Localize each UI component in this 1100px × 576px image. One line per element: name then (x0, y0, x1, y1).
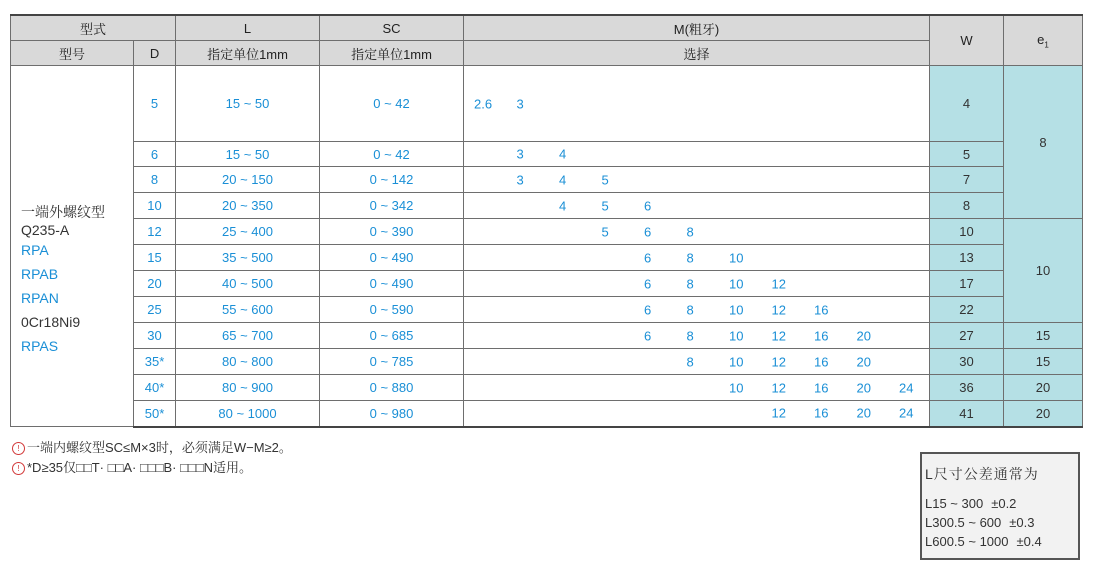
m-option: 5 (601, 224, 609, 239)
m-option: 5 (601, 172, 609, 187)
d-cell: 25 (134, 297, 176, 323)
m-select-cell (464, 271, 930, 297)
m-option: 12 (771, 380, 786, 395)
sc-cell: 0 ~ 980 (320, 401, 464, 427)
warning-icon: ! (12, 442, 25, 455)
l-cell: 15 ~ 50 (176, 66, 320, 142)
w-cell: 5 (930, 142, 1004, 167)
m-option: 4 (559, 198, 567, 213)
m-option: 8 (686, 354, 694, 369)
stainless-material: 0Cr18Ni9 (21, 314, 81, 330)
table-row (11, 401, 1083, 427)
m-select-cell (464, 219, 930, 245)
d-cell: 12 (134, 219, 176, 245)
table-row (11, 142, 1083, 167)
m-option: 16 (814, 380, 829, 395)
w-cell: 17 (930, 271, 1004, 297)
table-row (11, 245, 1083, 271)
sc-cell: 0 ~ 490 (320, 271, 464, 297)
m-option: 6 (644, 328, 652, 343)
tolerance-row (922, 513, 1078, 532)
header-row-2 (11, 41, 1083, 66)
table-header (11, 15, 1083, 66)
m-select-cell (464, 245, 930, 271)
w-cell: 10 (930, 219, 1004, 245)
m-option: 2.6 (474, 96, 493, 111)
e1-cell: 10 (1004, 219, 1083, 323)
sc-cell: 0 ~ 142 (320, 167, 464, 193)
model-rpan: RPAN (21, 290, 59, 306)
m-option: 8 (686, 250, 694, 265)
l-cell: 55 ~ 600 (176, 297, 320, 323)
m-option: 16 (814, 328, 829, 343)
sc-cell: 0 ~ 490 (320, 245, 464, 271)
w-cell: 7 (930, 167, 1004, 193)
m-option: 8 (686, 302, 694, 317)
l-cell: 35 ~ 500 (176, 245, 320, 271)
m-select-cell (464, 297, 930, 323)
e1-cell: 20 (1004, 401, 1083, 427)
footnote-1 (12, 438, 292, 458)
e1-cell: 15 (1004, 349, 1083, 375)
tolerance-range: L600.5 ~ 1000 (925, 534, 1009, 549)
model-rpas: RPAS (21, 338, 59, 354)
m-option: 6 (644, 276, 652, 291)
sc-unit-header: 指定单位1mm (320, 41, 464, 66)
d-header: D (134, 41, 176, 66)
table-body (11, 66, 1083, 427)
m-option: 20 (856, 380, 871, 395)
e1-header (1004, 15, 1083, 66)
m-option: 3 (516, 172, 524, 187)
tolerance-range: L300.5 ~ 600 (925, 515, 1002, 530)
l-header: L (176, 15, 320, 41)
l-unit-header: 指定单位1mm (176, 41, 320, 66)
d-cell: 30 (134, 323, 176, 349)
l-cell: 65 ~ 700 (176, 323, 320, 349)
l-cell: 20 ~ 150 (176, 167, 320, 193)
d-cell (134, 349, 176, 375)
e1-cell: 15 (1004, 323, 1083, 349)
m-select-cell (464, 167, 930, 193)
m-option: 10 (729, 302, 744, 317)
l-cell: 20 ~ 350 (176, 193, 320, 219)
m-option: 12 (771, 276, 786, 291)
sc-cell: 0 ~ 785 (320, 349, 464, 375)
w-cell: 13 (930, 245, 1004, 271)
sc-cell: 0 ~ 685 (320, 323, 464, 349)
e1-subscript: 1 (1044, 40, 1049, 50)
m-option: 16 (814, 302, 829, 317)
m-select-cell (464, 349, 930, 375)
table-row (11, 375, 1083, 401)
tolerance-value: ±0.2 (991, 496, 1017, 511)
sc-cell: 0 ~ 590 (320, 297, 464, 323)
sc-header: SC (320, 15, 464, 41)
m-select-header: 选择 (464, 41, 930, 66)
model-rpab: RPAB (21, 266, 59, 282)
m-option: 8 (686, 276, 694, 291)
w-cell: 4 (930, 66, 1004, 142)
m-option: 24 (899, 380, 914, 395)
table-row (11, 66, 1083, 142)
d-value: 40* (144, 380, 165, 395)
table-row (11, 271, 1083, 297)
m-option: 5 (601, 198, 609, 213)
l-cell: 40 ~ 500 (176, 271, 320, 297)
m-select-cell (464, 323, 930, 349)
m-option: 24 (899, 405, 914, 421)
m-option: 20 (856, 405, 871, 421)
model-rpa: RPA (21, 242, 49, 258)
m-select-cell (464, 142, 930, 167)
table-row (11, 167, 1083, 193)
tolerance-row (922, 494, 1078, 513)
m-option: 16 (814, 405, 829, 421)
footnote-2 (12, 458, 292, 478)
m-option: 6 (644, 198, 652, 213)
m-select-cell (464, 375, 930, 401)
m-option: 8 (686, 224, 694, 239)
model-header: 型号 (11, 41, 134, 66)
m-option: 3 (516, 96, 524, 111)
l-cell: 25 ~ 400 (176, 219, 320, 245)
type-header: 型式 (11, 15, 176, 41)
w-cell: 41 (930, 401, 1004, 427)
m-header: M(粗牙) (464, 15, 930, 41)
m-option: 12 (771, 328, 786, 343)
tolerance-range: L15 ~ 300 (925, 496, 984, 511)
w-cell: 22 (930, 297, 1004, 323)
type-name: 一端外螺纹型 (21, 204, 105, 220)
e1-cell: 20 (1004, 375, 1083, 401)
tolerance-title: L尺寸公差通常为 (925, 466, 1039, 482)
table-row (11, 219, 1083, 245)
m-option: 10 (729, 380, 744, 395)
m-option: 12 (771, 354, 786, 369)
m-option: 16 (814, 354, 829, 369)
e1-symbol: e (1037, 31, 1045, 47)
w-header: W (930, 15, 1004, 66)
d-cell: 8 (134, 167, 176, 193)
m-select-cell (464, 66, 930, 142)
sc-cell: 0 ~ 390 (320, 219, 464, 245)
table-row (11, 297, 1083, 323)
warning-icon: ! (12, 462, 25, 475)
m-option: 10 (729, 354, 744, 369)
d-cell: 6 (134, 142, 176, 167)
m-option: 10 (729, 328, 744, 343)
footnote-1-text: 一端内螺纹型SC≤M×3时，必须满足W−M≥2。 (27, 440, 292, 455)
tolerance-row (922, 532, 1078, 551)
l-cell: 80 ~ 800 (176, 349, 320, 375)
m-option: 20 (856, 328, 871, 343)
footnote-2-text: *D≥35仅□□T· □□A· □□□B· □□□N适用。 (27, 460, 253, 475)
table-row (11, 193, 1083, 219)
m-option: 3 (516, 146, 524, 162)
m-option: 20 (856, 354, 871, 369)
w-cell: 27 (930, 323, 1004, 349)
sc-cell: 0 ~ 42 (320, 66, 464, 142)
table-row (11, 323, 1083, 349)
header-row-1 (11, 15, 1083, 41)
m-option: 4 (559, 172, 567, 187)
table-row (11, 349, 1083, 375)
m-option: 10 (729, 276, 744, 291)
sc-cell: 0 ~ 342 (320, 193, 464, 219)
d-value: 35* (144, 354, 165, 369)
l-cell: 15 ~ 50 (176, 142, 320, 167)
d-cell: 15 (134, 245, 176, 271)
d-cell: 5 (134, 66, 176, 142)
m-option: 6 (644, 302, 652, 317)
d-cell: 10 (134, 193, 176, 219)
tolerance-rows (922, 494, 1078, 551)
m-option: 8 (686, 328, 694, 343)
m-option: 6 (644, 250, 652, 265)
m-option: 12 (771, 405, 786, 421)
d-value: 50* (144, 405, 165, 421)
m-select-cell (464, 401, 930, 427)
tolerance-value: ±0.4 (1016, 534, 1042, 549)
sc-cell: 0 ~ 880 (320, 375, 464, 401)
w-cell: 8 (930, 193, 1004, 219)
tolerance-value: ±0.3 (1009, 515, 1035, 530)
steel-material: Q235-A (21, 222, 70, 238)
sc-cell: 0 ~ 42 (320, 142, 464, 167)
material-cell (11, 66, 134, 427)
footnotes (12, 438, 292, 478)
l-cell: 80 ~ 900 (176, 375, 320, 401)
w-cell: 30 (930, 349, 1004, 375)
w-cell: 36 (930, 375, 1004, 401)
spec-table (10, 14, 1083, 428)
m-option: 6 (644, 224, 652, 239)
e1-cell: 8 (1004, 66, 1083, 219)
m-select-cell (464, 193, 930, 219)
tolerance-box (920, 452, 1080, 560)
m-option: 4 (559, 146, 567, 162)
d-cell: 20 (134, 271, 176, 297)
m-option: 10 (729, 250, 744, 265)
m-option: 12 (771, 302, 786, 317)
l-cell: 80 ~ 1000 (176, 401, 320, 427)
d-cell (134, 401, 176, 427)
d-cell (134, 375, 176, 401)
